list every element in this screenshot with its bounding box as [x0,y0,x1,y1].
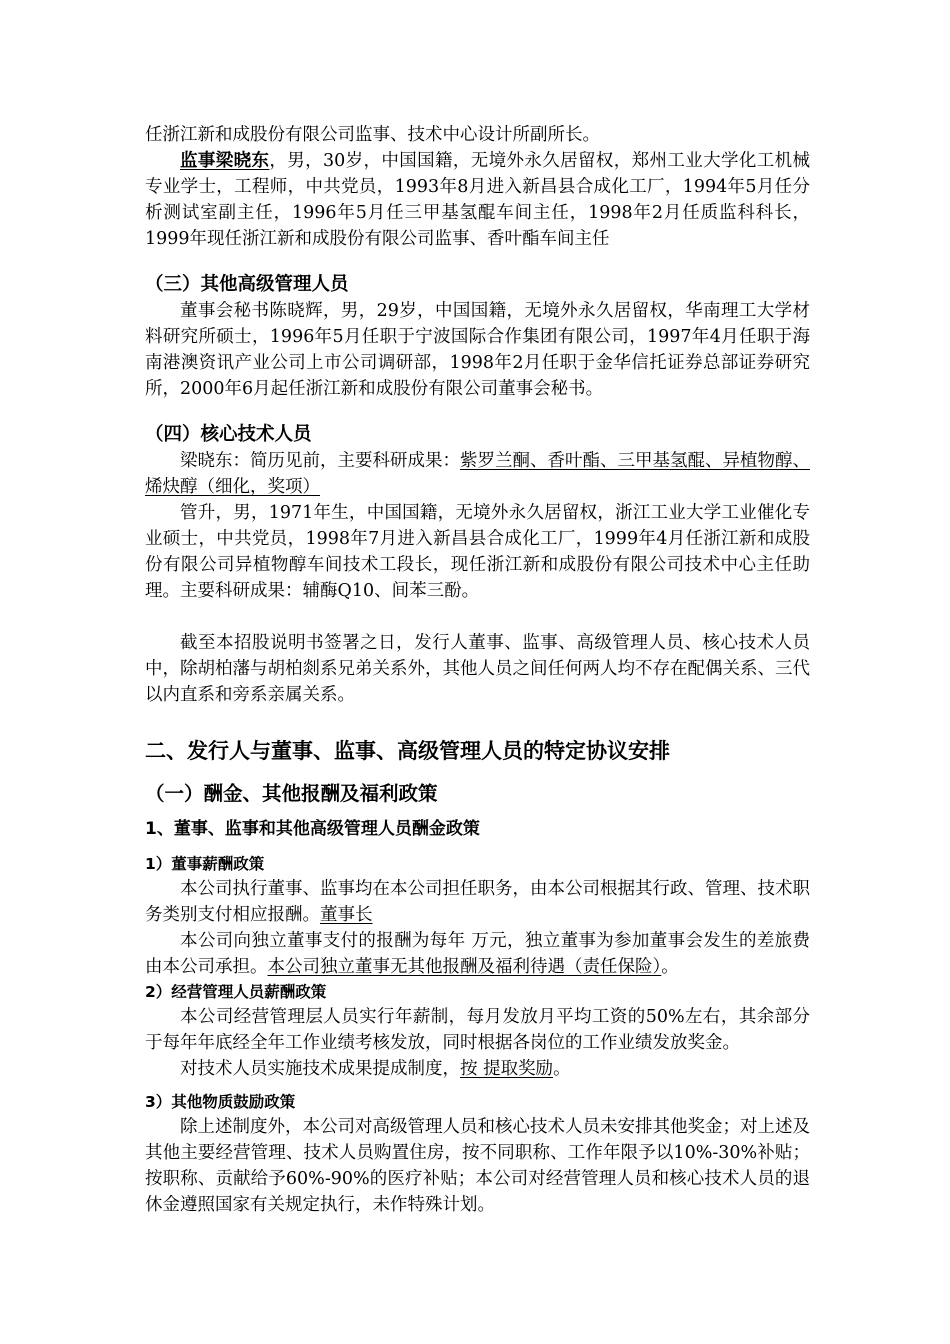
document-body [145,122,810,1218]
heading-management-pay: 2）经营管理人员薪酬政策 [145,983,327,1001]
management-pay-2-text: 对技术人员实施技术成果提成制度， [180,1059,460,1079]
supervisor-bio: ，男，30岁，中国国籍，无境外永久居留权，郑州工业大学化工机械专业学士，工程师，中共党员，1993年8月进入新昌县合成化工厂，1994年5月任分析测试室副主任，1996年5月任三甲基氢醌车间主任，1998年2月任质监科科长，1999年现任浙江新和成股份有限公司监事、香叶酯车间主任 [145,151,810,249]
heading-core-tech: （四）核心技术人员 [145,424,312,445]
heading-compensation-policy: （一）酬金、其他报酬及福利政策 [145,782,438,805]
paragraph-management-pay-1: 本公司经营管理层人员实行年薪制，每月发放月平均工资的50%左右，其余部分于每年年底经全年工作业绩考核发放，同时根据各岗位的工作业绩发放奖金。 [145,1007,810,1053]
paragraph-supervisor-liang [145,148,810,252]
core-tech-liang-text: 梁晓东：简历见前，主要科研成果： [180,451,460,471]
management-pay-2-end: 。 [553,1059,571,1079]
paragraph-core-tech-liang [145,448,810,500]
director-pay-2-end: 。 [661,957,679,977]
director-pay-1-chairman: 董事长 [320,905,373,925]
paragraph-director-pay-1 [145,876,810,928]
paragraph-director-pay-2 [145,928,810,980]
paragraph-other-incentives: 除上述制度外，本公司对高级管理人员和核心技术人员未安排其他奖金；对上述及其他主要经营管理、技术人员购置住房，按不同职称、工作年限予以10%-30%补贴；按职称、贡献给予60%-90%的医疗补贴；本公司对经营管理人员和核心技术人员的退休金遵照国家有关规定执行，未作特殊计划。 [145,1117,810,1215]
heading-special-agreements: 二、发行人与董事、监事、高级管理人员的特定协议安排 [145,739,670,763]
management-pay-2-underlined: 按 提取奖励 [460,1059,554,1079]
paragraph-continuation: 任浙江新和成股份有限公司监事、技术中心设计所副所长。 [145,125,600,145]
heading-other-management: （三）其他高级管理人员 [145,274,349,295]
paragraph-board-secretary: 董事会秘书陈晓辉，男，29岁，中国国籍，无境外永久居留权，华南理工大学材料研究所硕士，1996年5月任职于宁波国际合作集团有限公司，1997年4月任职于海南港澳资讯产业公司上市公司调研部，1998年2月任职于金华信托证券总部证券研究所，2000年6月起任浙江新和成股份有限公司董事会秘书。 [145,301,810,399]
core-tech-liang-achievements: 紫罗兰酮、香叶酯、三甲基氢醌、异植物醇、烯炔醇（细化，奖项） [145,451,810,497]
director-pay-2-text: 本公司向独立董事支付的报酬为每年 万元，独立董事为参加董事会发生的差旅费由本公司承担。 [145,931,810,977]
heading-director-pay: 1）董事薪酬政策 [145,855,265,873]
paragraph-relations-statement: 截至本招股说明书签署之日，发行人董事、监事、高级管理人员、核心技术人员中，除胡柏藩与胡柏剡系兄弟关系外，其他人员之间任何两人均不存在配偶关系、三代以内直系和旁系亲属关系。 [145,633,810,705]
director-pay-2-underlined: 本公司独立董事无其他报酬及福利待遇（责任保险） [267,957,662,977]
supervisor-name: 监事梁晓东 [180,151,270,171]
heading-other-incentives: 3）其他物质鼓励政策 [145,1093,296,1111]
director-pay-1-text: 本公司执行董事、监事均在本公司担任职务，由本公司根据其行政、管理、技术职务类别支付相应报酬。 [145,879,810,925]
heading-remuneration-policy: 1、董事、监事和其他高级管理人员酬金政策 [145,819,480,839]
paragraph-management-pay-2 [145,1056,810,1082]
paragraph-core-tech-guan: 管升，男，1971年生，中国国籍，无境外永久居留权，浙江工业大学工业催化专业硕士，中共党员，1998年7月进入新昌县合成化工厂，1999年4月任浙江新和成股份有限公司异植物醇车间技术工段长，现任浙江新和成股份有限公司技术中心主任助理。主要科研成果：辅酶Q10、间苯三酚。 [145,503,810,601]
